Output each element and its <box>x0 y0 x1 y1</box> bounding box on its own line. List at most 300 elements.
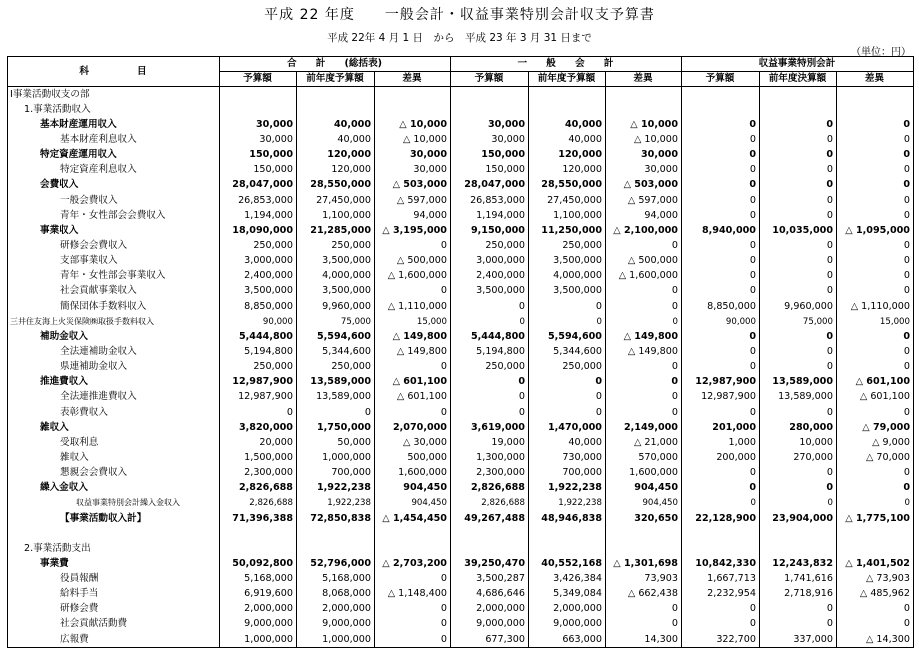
cell-value <box>837 87 914 103</box>
cell-value: 1,000 <box>682 435 760 450</box>
cell-value: 27,450,000 <box>297 193 375 208</box>
cell-value: 1,000,000 <box>220 632 297 648</box>
row-label: 全法連推進費収入 <box>8 390 220 405</box>
cell-value: 0 <box>682 148 760 163</box>
cell-value: 30,000 <box>606 163 682 178</box>
cell-value: 150,000 <box>451 163 529 178</box>
cell-value: △ 1,095,000 <box>845 224 910 236</box>
cell-value: △ 485,962 <box>859 588 910 600</box>
row-label: 2.事業活動支出 <box>8 541 220 556</box>
col-header: 差異 <box>606 72 682 87</box>
cell-value: 3,500,000 <box>220 284 297 299</box>
fiscal-period: 平成 22年 4 月 1 日 から 平成 23 年 3 月 31 日まで <box>327 32 592 44</box>
cell-value: 1,922,238 <box>529 481 606 496</box>
cell-value: 0 <box>606 284 682 299</box>
cell-value: 2,400,000 <box>220 269 297 284</box>
cell-value: 27,450,000 <box>529 193 606 208</box>
row-label: 簡保団体手数料収入 <box>8 299 220 314</box>
row-label: 受取利息 <box>8 435 220 450</box>
cell-value: △ 149,800 <box>375 329 451 344</box>
cell-value: 0 <box>760 617 837 632</box>
cell-value: △ 601,100 <box>855 376 910 388</box>
cell-value: 0 <box>760 238 837 253</box>
cell-value: 0 <box>297 405 375 420</box>
cell-value: 0 <box>760 405 837 420</box>
cell-value <box>220 541 297 556</box>
cell-value: 0 <box>375 617 451 632</box>
cell-value: △ 503,000 <box>375 178 451 193</box>
cell-value: 570,000 <box>606 450 682 465</box>
cell-value: 1,741,616 <box>760 572 837 587</box>
cell-value: 0 <box>760 254 837 269</box>
col-header: 予算額 <box>220 72 297 87</box>
cell-value: 0 <box>529 405 606 420</box>
cell-value <box>760 541 837 556</box>
cell-value: 40,000 <box>297 132 375 147</box>
cell-value: 30,000 <box>606 148 682 163</box>
cell-value <box>297 87 375 103</box>
row-label: 研修会会費収入 <box>8 238 220 253</box>
cell-value: 3,000,000 <box>220 254 297 269</box>
cell-value: 0 <box>606 314 682 329</box>
cell-value: 2,300,000 <box>220 466 297 481</box>
row-label: 広報費 <box>8 632 220 648</box>
cell-value: 13,589,000 <box>297 375 375 390</box>
cell-value <box>297 541 375 556</box>
cell-value: 904,450 <box>375 481 451 496</box>
cell-value: 120,000 <box>297 163 375 178</box>
table-row <box>8 390 914 405</box>
cell-value: △ 70,000 <box>866 451 910 463</box>
table-row <box>8 602 914 617</box>
cell-value: 120,000 <box>529 148 606 163</box>
table-row <box>8 344 914 359</box>
row-label: 雑収入 <box>8 420 220 435</box>
cell-value: △ 1,600,000 <box>375 269 451 284</box>
row-label: 補助金収入 <box>8 329 220 344</box>
cell-value <box>529 526 606 541</box>
cell-value: 5,168,000 <box>297 572 375 587</box>
cell-value: 5,344,600 <box>297 344 375 359</box>
row-label: 基本財産利息収入 <box>8 132 220 147</box>
cell-value: 904,450 <box>606 496 682 511</box>
cell-value: 0 <box>903 603 910 615</box>
row-label: 一般会費収入 <box>8 193 220 208</box>
cell-value: 22,128,900 <box>682 511 760 526</box>
cell-value: 19,000 <box>451 435 529 450</box>
cell-value <box>375 102 451 117</box>
row-label: 雑収入 <box>8 450 220 465</box>
cell-value <box>529 541 606 556</box>
cell-value: 18,090,000 <box>220 223 297 238</box>
cell-value: 0 <box>904 498 910 509</box>
cell-value: 2,000,000 <box>451 602 529 617</box>
cell-value <box>682 526 760 541</box>
cell-value: 40,000 <box>297 117 375 132</box>
table-row <box>8 223 914 238</box>
cell-value: 48,946,838 <box>529 511 606 526</box>
cell-value: △ 1,301,698 <box>606 556 682 571</box>
cell-value: △ 10,000 <box>606 117 682 132</box>
cell-value: 1,750,000 <box>297 420 375 435</box>
cell-value: 0 <box>903 270 910 282</box>
table-row <box>8 284 914 299</box>
cell-value: 250,000 <box>297 238 375 253</box>
cell-value <box>606 87 682 103</box>
cell-value: 4,686,646 <box>451 587 529 602</box>
table-row <box>8 617 914 632</box>
table-row <box>8 496 914 511</box>
table-row <box>8 526 914 541</box>
cell-value: 3,500,000 <box>297 254 375 269</box>
cell-value: 40,000 <box>529 117 606 132</box>
cell-value: 5,444,800 <box>451 329 529 344</box>
cell-value: 0 <box>529 390 606 405</box>
unit-label: （単位：円） <box>851 47 911 58</box>
cell-value: △ 601,100 <box>859 391 910 403</box>
cell-value: 2,000,000 <box>220 602 297 617</box>
row-label: 支部事業収入 <box>8 254 220 269</box>
cell-value: 28,047,000 <box>220 178 297 193</box>
cell-value: 9,150,000 <box>451 223 529 238</box>
cell-value: 1,194,000 <box>220 208 297 223</box>
cell-value: 11,250,000 <box>529 223 606 238</box>
cell-value: 0 <box>375 572 451 587</box>
cell-value: 71,396,388 <box>220 511 297 526</box>
cell-value: 250,000 <box>451 238 529 253</box>
cell-value: 8,850,000 <box>220 299 297 314</box>
cell-value: 40,552,168 <box>529 556 606 571</box>
row-label: 社会貢献活動費 <box>8 617 220 632</box>
cell-value: 94,000 <box>375 208 451 223</box>
cell-value: 3,820,000 <box>220 420 297 435</box>
table-row <box>8 238 914 253</box>
cell-value <box>760 87 837 103</box>
cell-value <box>297 526 375 541</box>
row-label: 給料手当 <box>8 587 220 602</box>
table-row <box>8 178 914 193</box>
cell-value <box>682 87 760 103</box>
cell-value: 9,000,000 <box>297 617 375 632</box>
cell-value: △ 21,000 <box>606 435 682 450</box>
cell-value: 0 <box>682 193 760 208</box>
row-label: 基本財産運用収入 <box>8 117 220 132</box>
row-label: 1.事業活動収入 <box>8 102 220 117</box>
cell-value: 15,000 <box>375 314 451 329</box>
table-row <box>8 435 914 450</box>
cell-value: 0 <box>375 360 451 375</box>
cell-value: △ 601,100 <box>375 390 451 405</box>
cell-value: 0 <box>451 299 529 314</box>
row-label: 青年・女性部会事業収入 <box>8 269 220 284</box>
cell-value: 0 <box>760 329 837 344</box>
cell-value: 28,550,000 <box>529 178 606 193</box>
cell-value: 0 <box>903 361 910 373</box>
cell-value: 700,000 <box>529 466 606 481</box>
table-row <box>8 481 914 496</box>
cell-value: 2,070,000 <box>375 420 451 435</box>
cell-value: 337,000 <box>760 632 837 648</box>
cell-value: 0 <box>682 178 760 193</box>
cell-value: 8,068,000 <box>297 587 375 602</box>
cell-value: 0 <box>903 179 910 191</box>
cell-value: 280,000 <box>760 420 837 435</box>
cell-value <box>760 526 837 541</box>
cell-value <box>297 102 375 117</box>
row-label: 役員報酬 <box>8 572 220 587</box>
cell-value: 0 <box>903 239 910 251</box>
cell-value: 30,000 <box>451 132 529 147</box>
cell-value: △ 1,600,000 <box>606 269 682 284</box>
cell-value: 0 <box>682 496 760 511</box>
table-row <box>8 360 914 375</box>
cell-value: 13,589,000 <box>760 375 837 390</box>
cell-value: 250,000 <box>297 360 375 375</box>
cell-value: 0 <box>606 602 682 617</box>
cell-value: 75,000 <box>760 314 837 329</box>
cell-value: 0 <box>760 360 837 375</box>
cell-value: 0 <box>375 405 451 420</box>
cell-value: 663,000 <box>529 632 606 648</box>
col-header: 前年度決算額 <box>760 72 837 87</box>
cell-value: 5,194,800 <box>451 344 529 359</box>
document-title: 平成 22 年度 一般会計・収益事業特別会計収支予算書 <box>264 7 655 23</box>
cell-value: 5,444,800 <box>220 329 297 344</box>
cell-value: 0 <box>682 329 760 344</box>
cell-value: 94,000 <box>606 208 682 223</box>
cell-value: 30,000 <box>220 117 297 132</box>
cell-value: 0 <box>903 406 910 418</box>
cell-value: △ 1,110,000 <box>850 300 910 312</box>
cell-value: 0 <box>606 238 682 253</box>
cell-value: 1,600,000 <box>606 466 682 481</box>
row-label: 繰入金収入 <box>8 481 220 496</box>
cell-value: 677,300 <box>451 632 529 648</box>
cell-value: 2,300,000 <box>451 466 529 481</box>
cell-value: 1,922,238 <box>297 481 375 496</box>
table-row <box>8 556 914 571</box>
cell-value <box>837 526 914 541</box>
cell-value: 150,000 <box>220 148 297 163</box>
cell-value: 0 <box>375 284 451 299</box>
table-row <box>8 450 914 465</box>
cell-value: 0 <box>375 238 451 253</box>
table-row <box>8 314 914 329</box>
cell-value: △ 79,000 <box>862 421 910 433</box>
cell-value: 500,000 <box>375 450 451 465</box>
cell-value: 75,000 <box>297 314 375 329</box>
cell-value: 0 <box>903 618 910 630</box>
cell-value: 1,100,000 <box>529 208 606 223</box>
cell-value: 0 <box>682 466 760 481</box>
cell-value: △ 2,100,000 <box>606 223 682 238</box>
cell-value: 0 <box>682 602 760 617</box>
cell-value: 250,000 <box>220 360 297 375</box>
table-row <box>8 87 914 103</box>
cell-value: 3,500,000 <box>529 254 606 269</box>
cell-value: △ 14,300 <box>866 633 910 645</box>
cell-value: 0 <box>220 405 297 420</box>
cell-value: 0 <box>682 344 760 359</box>
cell-value: 0 <box>760 269 837 284</box>
cell-value: △ 1,148,400 <box>375 587 451 602</box>
cell-value: 2,000,000 <box>529 602 606 617</box>
cell-value: △ 503,000 <box>606 178 682 193</box>
cell-value: △ 149,800 <box>606 329 682 344</box>
budget-table <box>7 56 914 648</box>
cell-value: 1,667,713 <box>682 572 760 587</box>
cell-value: 0 <box>903 149 910 161</box>
row-label: Ⅰ事業活動収支の部 <box>8 87 220 103</box>
cell-value: △ 597,000 <box>375 193 451 208</box>
cell-value: 0 <box>760 132 837 147</box>
cell-value: 49,267,488 <box>451 511 529 526</box>
cell-value: △ 2,703,200 <box>375 556 451 571</box>
cell-value: 0 <box>903 133 910 145</box>
cell-value: △ 10,000 <box>606 132 682 147</box>
table-row <box>8 148 914 163</box>
cell-value: 14,300 <box>606 632 682 648</box>
cell-value: 120,000 <box>529 163 606 178</box>
cell-value: 5,194,800 <box>220 344 297 359</box>
cell-value: 3,619,000 <box>451 420 529 435</box>
cell-value: 15,000 <box>879 316 910 327</box>
cell-value: 904,450 <box>375 496 451 511</box>
cell-value: 2,826,688 <box>220 496 297 511</box>
cell-value: 9,000,000 <box>220 617 297 632</box>
cell-value: 72,850,838 <box>297 511 375 526</box>
cell-value: 0 <box>451 390 529 405</box>
cell-value: 3,500,000 <box>297 284 375 299</box>
cell-value <box>606 541 682 556</box>
cell-value: 1,500,000 <box>220 450 297 465</box>
cell-value: 0 <box>682 360 760 375</box>
cell-value: 8,940,000 <box>682 223 760 238</box>
table-row <box>8 420 914 435</box>
table-row <box>8 102 914 117</box>
cell-value: 12,243,832 <box>760 556 837 571</box>
row-label: 特定資産利息収入 <box>8 163 220 178</box>
cell-value: 28,047,000 <box>451 178 529 193</box>
cell-value: 904,450 <box>606 481 682 496</box>
row-label: 懇親会会費収入 <box>8 466 220 481</box>
cell-value: 0 <box>529 314 606 329</box>
cell-value: △ 30,000 <box>375 435 451 450</box>
cell-value: 0 <box>760 284 837 299</box>
cell-value <box>375 87 451 103</box>
cell-value: 3,500,000 <box>451 284 529 299</box>
cell-value: 1,600,000 <box>375 466 451 481</box>
cell-value: 0 <box>529 299 606 314</box>
table-row <box>8 299 914 314</box>
table-row <box>8 163 914 178</box>
total-group-header: 合 計 (総括表) <box>220 57 451 72</box>
cell-value <box>606 102 682 117</box>
cell-value: 10,842,330 <box>682 556 760 571</box>
cell-value <box>375 541 451 556</box>
cell-value: 3,426,384 <box>529 572 606 587</box>
cell-value: 0 <box>451 375 529 390</box>
cell-value: 1,300,000 <box>451 450 529 465</box>
cell-value: 0 <box>760 193 837 208</box>
cell-value: 90,000 <box>682 314 760 329</box>
table-row <box>8 541 914 556</box>
cell-value: 0 <box>682 254 760 269</box>
cell-value: 30,000 <box>375 163 451 178</box>
cell-value: 200,000 <box>682 450 760 465</box>
cell-value: 13,589,000 <box>297 390 375 405</box>
col-header: 前年度予算額 <box>529 72 606 87</box>
cell-value: 0 <box>375 632 451 648</box>
cell-value: 0 <box>682 269 760 284</box>
cell-value: 250,000 <box>451 360 529 375</box>
cell-value: 0 <box>760 496 837 511</box>
cell-value: 2,826,688 <box>451 496 529 511</box>
cell-value: △ 500,000 <box>375 254 451 269</box>
cell-value: 0 <box>760 178 837 193</box>
cell-value: 9,960,000 <box>760 299 837 314</box>
row-label: 表彰費収入 <box>8 405 220 420</box>
cell-value <box>837 102 914 117</box>
cell-value: 0 <box>903 285 910 297</box>
row-label: 青年・女性部会会費収入 <box>8 208 220 223</box>
col-header: 差異 <box>375 72 451 87</box>
table-row <box>8 132 914 147</box>
cell-value: 20,000 <box>220 435 297 450</box>
cell-value: 9,000,000 <box>529 617 606 632</box>
cell-value: 1,470,000 <box>529 420 606 435</box>
profit-account-header: 収益事業特別会計 <box>682 57 914 72</box>
cell-value: 0 <box>451 405 529 420</box>
cell-value: 52,796,000 <box>297 556 375 571</box>
cell-value: 2,400,000 <box>451 269 529 284</box>
cell-value: 12,987,900 <box>220 375 297 390</box>
cell-value: 9,960,000 <box>297 299 375 314</box>
cell-value: △ 10,000 <box>375 132 451 147</box>
cell-value: 201,000 <box>682 420 760 435</box>
cell-value: △ 1,775,100 <box>845 512 910 524</box>
general-account-header: 一 般 会 計 <box>451 57 682 72</box>
cell-value: 30,000 <box>375 148 451 163</box>
cell-value: 4,000,000 <box>297 269 375 284</box>
cell-value <box>606 526 682 541</box>
cell-value: 0 <box>606 360 682 375</box>
cell-value: 0 <box>760 163 837 178</box>
subject-header: 科 目 <box>8 57 220 87</box>
cell-value: 0 <box>606 390 682 405</box>
cell-value: 6,919,600 <box>220 587 297 602</box>
cell-value <box>837 541 914 556</box>
cell-value: 150,000 <box>220 163 297 178</box>
row-label: 会費収入 <box>8 178 220 193</box>
cell-value: 322,700 <box>682 632 760 648</box>
row-label: 研修会費 <box>8 602 220 617</box>
row-label: 三井住友海上火災保険㈱取扱手数料収入 <box>8 314 220 329</box>
cell-value <box>220 526 297 541</box>
cell-value: 28,550,000 <box>297 178 375 193</box>
cell-value: 10,000 <box>760 435 837 450</box>
cell-value: 0 <box>903 255 910 267</box>
table-row <box>8 329 914 344</box>
cell-value: 0 <box>760 481 837 496</box>
cell-value: 5,349,084 <box>529 587 606 602</box>
cell-value: 0 <box>760 117 837 132</box>
col-header: 前年度予算額 <box>297 72 375 87</box>
cell-value: △ 662,438 <box>606 587 682 602</box>
cell-value: 1,000,000 <box>297 632 375 648</box>
cell-value: 0 <box>903 482 910 494</box>
cell-value: 0 <box>682 163 760 178</box>
